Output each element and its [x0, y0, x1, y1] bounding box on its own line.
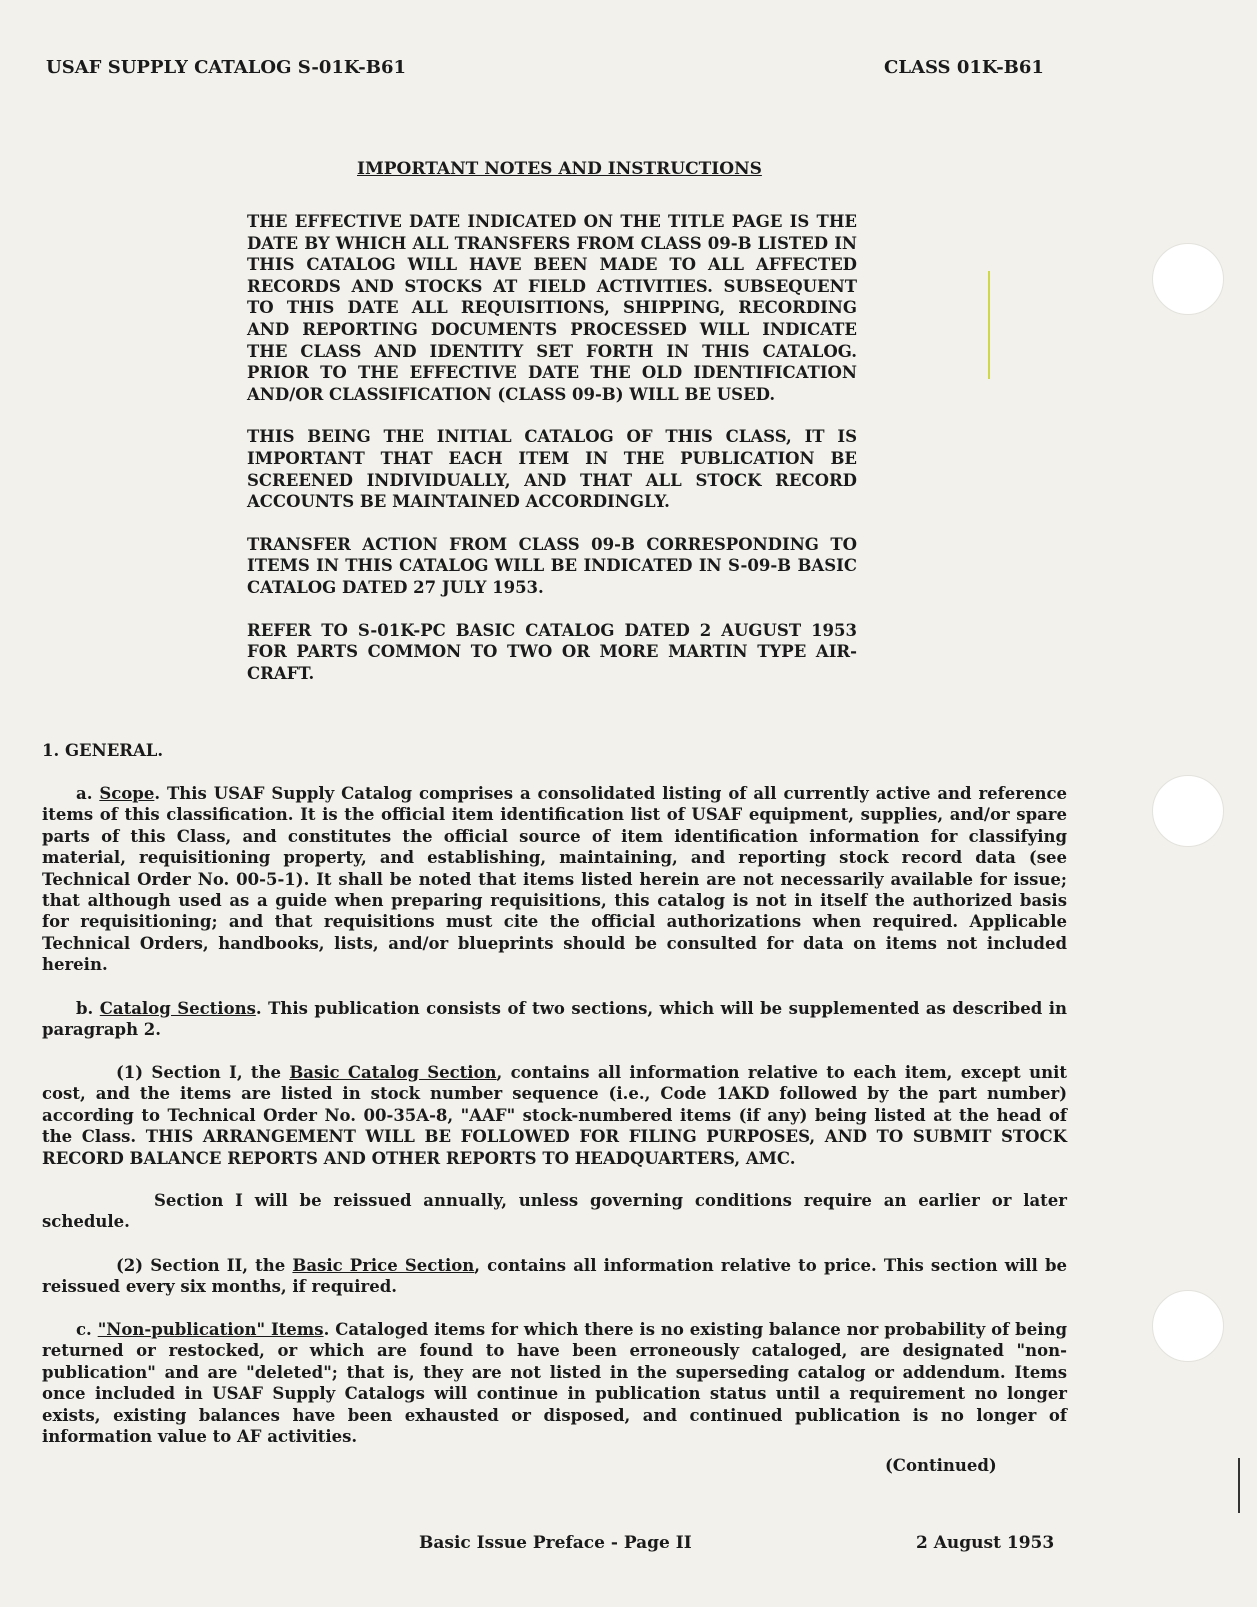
- catalog-sections-paragraph: b. Catalog Sections. This publication consists of two sections, which will be supplemented as described in paragraph 2.: [42, 999, 1067, 1040]
- notes-paragraph: REFER TO S-01K-PC BASIC CATALOG DATED 2 AUGUST 1953 FOR PARTS COMMON TO TWO OR MORE MARTIN TYPE AIR-CRAFT.: [247, 620, 857, 683]
- margin-mark: [988, 271, 990, 379]
- header-catalog: USAF SUPPLY CATALOG S-01K-B61: [46, 57, 406, 78]
- notes-paragraph: THE EFFECTIVE DATE INDICATED ON THE TITLE PAGE IS THE DATE BY WHICH ALL TRANSFERS FROM CLASS 09-B LISTED IN THIS CATALOG WILL HAVE BEEN MADE TO ALL AFFECTED RECORDS AND STOCKS AT FIELD ACTIVITIES. SUBSEQUENT TO THIS DATE ALL REQUISITIONS, SHIPPING, RECORDING AND REPORTING DOCUMENTS PROCESSED WILL INDICATE THE CLASS AND IDENTITY SET FORTH IN THIS CATALOG. PRIOR TO THE EFFECTIVE DATE THE OLD IDENTIFICATION AND/OR CLASSIFICATION (CLASS 09-B) WILL BE USED.: [247, 212, 857, 404]
- notes-paragraph: THIS BEING THE INITIAL CATALOG OF THIS CLASS, IT IS IMPORTANT THAT EACH ITEM IN THE PUBLICATION BE SCREENED INDIVIDUALLY, AND THAT ALL STOCK RECORD ACCOUNTS BE MAINTAINED ACCORDINGLY.: [247, 427, 857, 512]
- punch-hole: [1152, 243, 1224, 315]
- scope-paragraph: a. Scope. This USAF Supply Catalog comprises a consolidated listing of all currently active and reference items of this classification. It is the official item identification list of USAF equipment, supplies, and/or spare parts of this Class, and constitutes the official source of item identification information for classifying material, requisitioning property, and establishing, maintaining, and reporting stock record data (see Technical Order No. 00-5-1). It shall be noted that items listed herein are not necessarily available for issue; that although used as a guide when preparing requisitions, this catalog is not in itself the authorized basis for requisitioning; and that requisitions must cite the official authorizations when required. Applicable Technical Orders, handbooks, lists, and/or blueprints should be consulted for data on items not included herein.: [42, 784, 1067, 975]
- footer-date: 2 August 1953: [916, 1533, 1055, 1553]
- punch-hole: [1152, 1290, 1224, 1362]
- notes-paragraph: TRANSFER ACTION FROM CLASS 09-B CORRESPONDING TO ITEMS IN THIS CATALOG WILL BE INDICATED IN S-09-B BASIC CATALOG DATED 27 JULY 1953.: [247, 534, 857, 597]
- section-one-paragraph: (1) Section I, the Basic Catalog Section, contains all information relative to each item, except unit cost, and the items are listed in stock number sequence (i.e., Code 1AKD followed by the part number) according to Technical Order No. 00-35A-8, "AAF" stock-numbered items (if any) being listed at the head of the Class. THIS ARRANGEMENT WILL BE FOLLOWED FOR FILING PURPOSES, AND TO SUBMIT STOCK RECORD BALANCE REPORTS AND OTHER REPORTS TO HEADQUARTERS, AMC.: [42, 1063, 1067, 1168]
- scope-label: Scope: [99, 784, 155, 803]
- basic-price-section-label: Basic Price Section: [292, 1256, 475, 1275]
- basic-catalog-section-label: Basic Catalog Section: [289, 1063, 497, 1082]
- punch-hole: [1152, 775, 1224, 847]
- catalog-sections-label: Catalog Sections: [99, 999, 256, 1018]
- notes-title: IMPORTANT NOTES AND INSTRUCTIONS: [357, 159, 762, 179]
- notes-block: [247, 211, 857, 705]
- footer-page: Basic Issue Preface - Page II: [419, 1533, 692, 1553]
- non-publication-label: "Non-publication" Items: [97, 1320, 324, 1339]
- general-heading: 1. GENERAL.: [42, 741, 164, 760]
- non-publication-paragraph: c. "Non-publication" Items. Cataloged items for which there is no existing balance nor probability of being returned or restocked, or which are found to have been erroneously cataloged, are designated "non-publication" and are "deleted"; that is, they are not listed in the superseding catalog or addendum. Items once included in USAF Supply Catalogs will continue in publication status until a requirement no longer exists, existing balances have been exhausted or disposed, and continued publication is no longer of information value to AF activities.: [42, 1320, 1067, 1447]
- section-two-paragraph: (2) Section II, the Basic Price Section, contains all information relative to price. This section will be reissued every six months, if required.: [42, 1256, 1068, 1297]
- margin-mark: [1238, 1458, 1240, 1513]
- section-one-reissue: Section I will be reissued annually, unless governing conditions require an earlier or later schedule.: [42, 1191, 1067, 1232]
- continued-note: (Continued): [885, 1456, 997, 1475]
- header-class: CLASS 01K-B61: [884, 57, 1044, 78]
